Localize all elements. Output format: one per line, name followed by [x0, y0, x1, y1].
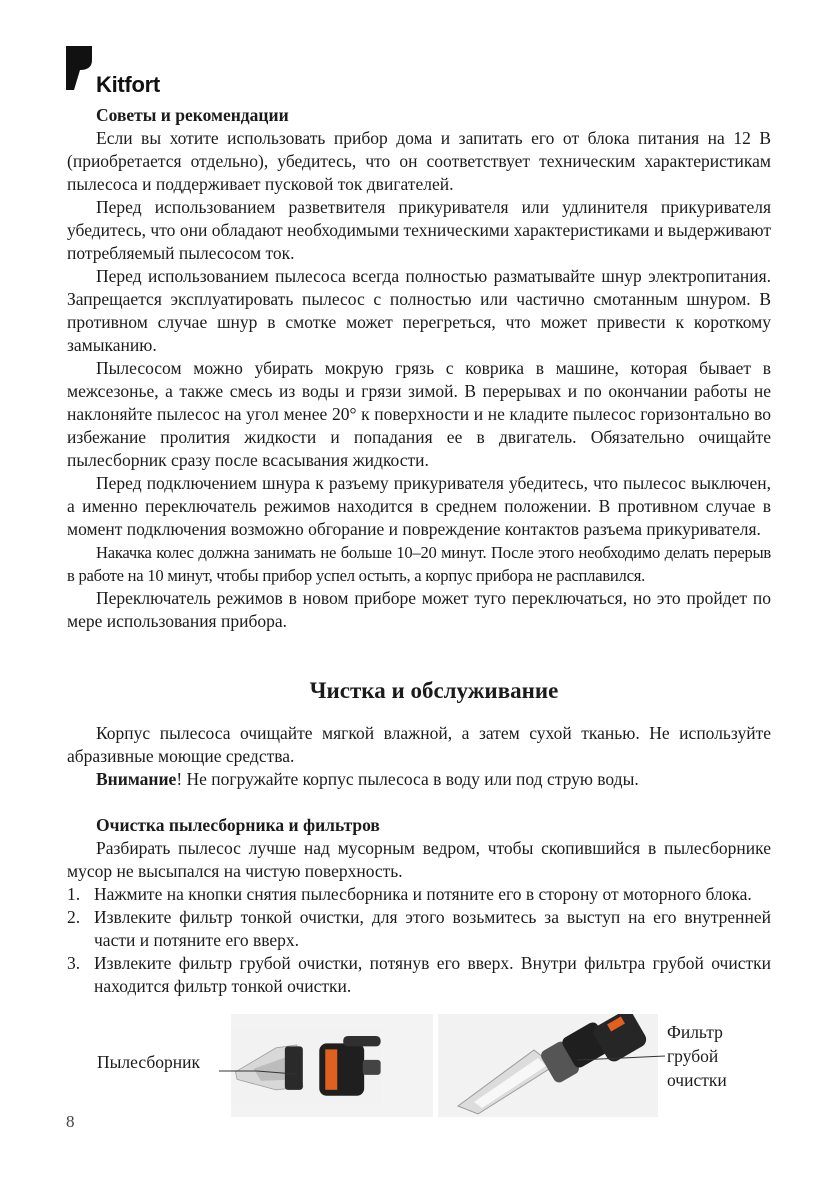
warning-label: Внимание [96, 769, 177, 789]
brand-logo [66, 46, 176, 96]
tips-heading: Советы и рекомендации [96, 105, 289, 125]
step-number: 3. [67, 953, 81, 973]
page-content [67, 104, 771, 998]
tips-paragraph-1: Если вы хотите использовать прибор дома и запитать его от блока питания на 12 В (приобретается отдельно), убедитесь, что он соответствует техническим характеристикам пылесоса и поддерживает пусковой ток двигателей. [67, 128, 771, 194]
label-line: грубой [667, 1046, 719, 1066]
filters-step-1 [67, 883, 771, 906]
step-text: Извлеките фильтр тонкой очистки, для этого возьмитесь за выступ на его внутренней части и потяните его вверх. [94, 907, 771, 950]
page-number: 8 [66, 1112, 75, 1131]
filters-figure [67, 1014, 771, 1124]
filters-step-2 [67, 906, 771, 952]
step-text: Извлеките фильтр грубой очистки, потянув его вверх. Внутри фильтра грубой очистки находится фильтр тонкой очистки. [94, 953, 771, 996]
tips-paragraph-6: Накачка колес должна занимать не больше 10–20 минут. После этого необходимо делать перерыв в работе на 10 минут, чтобы прибор успел остыть, а корпус прибора не расплавился. [67, 543, 771, 585]
cleaning-section-title: Чистка и обслуживание [309, 678, 559, 703]
label-line: Фильтр [667, 1022, 723, 1042]
tips-paragraph-3: Перед использованием пылесоса всегда полностью разматывайте шнур электропитания. Запрещается эксплуатировать пылесос с полностью или частично смотанным шнуром. В противном случае шнур в смотке может перегреться, что может привести к короткому замыканию. [67, 266, 771, 355]
kitfort-logo-icon [66, 46, 96, 92]
warning-text: ! Не погружайте корпус пылесоса в воду или под струю воды. [176, 769, 639, 789]
filters-heading: Очистка пылесборника и фильтров [96, 815, 380, 835]
tips-paragraph-2: Перед использованием разветвителя прикуривателя или удлинителя прикуривателя убедитесь, что они обладают необходимыми техническими характеристиками и выдерживают потребляемый пылесосом ток. [67, 197, 771, 263]
tips-paragraph-7: Переключатель режимов в новом приборе может туго переключаться, но это пройдет по мере использования прибора. [67, 588, 771, 631]
step-text: Нажмите на кнопки снятия пылесборника и потяните его в сторону от моторного блока. [94, 884, 752, 904]
filters-intro: Разбирать пылесос лучше над мусорным ведром, чтобы скопившийся в пылесборнике мусор не высыпался на чистую поверхность. [67, 838, 771, 881]
filters-steps-list [67, 883, 771, 998]
step-number: 1. [67, 884, 81, 904]
dust-container-label: Пылесборник [97, 1052, 200, 1072]
dust-container-photo [231, 1014, 433, 1117]
step-number: 2. [67, 907, 81, 927]
filters-step-3 [67, 952, 771, 998]
cleaning-paragraph: Корпус пылесоса очищайте мягкой влажной, а затем сухой тканью. Не используйте абразивные моющие средства. [67, 723, 771, 766]
brand-name: Kitfort [96, 72, 160, 97]
coarse-filter-photo [438, 1014, 658, 1117]
tips-paragraph-5: Перед подключением шнура к разъему прикуривателя убедитесь, что пылесос выключен, а именно переключатель режимов находится в среднем положении. В противном случае в момент подключения возможно обгорание и повреждение контактов разъема прикуривателя. [67, 473, 771, 539]
coarse-filter-label [667, 1020, 727, 1092]
cleaning-warning [67, 768, 771, 791]
label-line: очистки [667, 1070, 727, 1090]
tips-paragraph-4: Пылесосом можно убирать мокрую грязь с коврика в машине, которая бывает в межсезонье, а также смесь из воды и грязи зимой. В перерывах и по окончании работы не наклоняйте пылесос на угол менее 20° к поверхности и не кладите пылесос горизонтально во избежание пролития жидкости и попадания ее в двигатель. Обязательно очищайте пылесборник сразу после всасывания жидкости. [67, 358, 771, 470]
